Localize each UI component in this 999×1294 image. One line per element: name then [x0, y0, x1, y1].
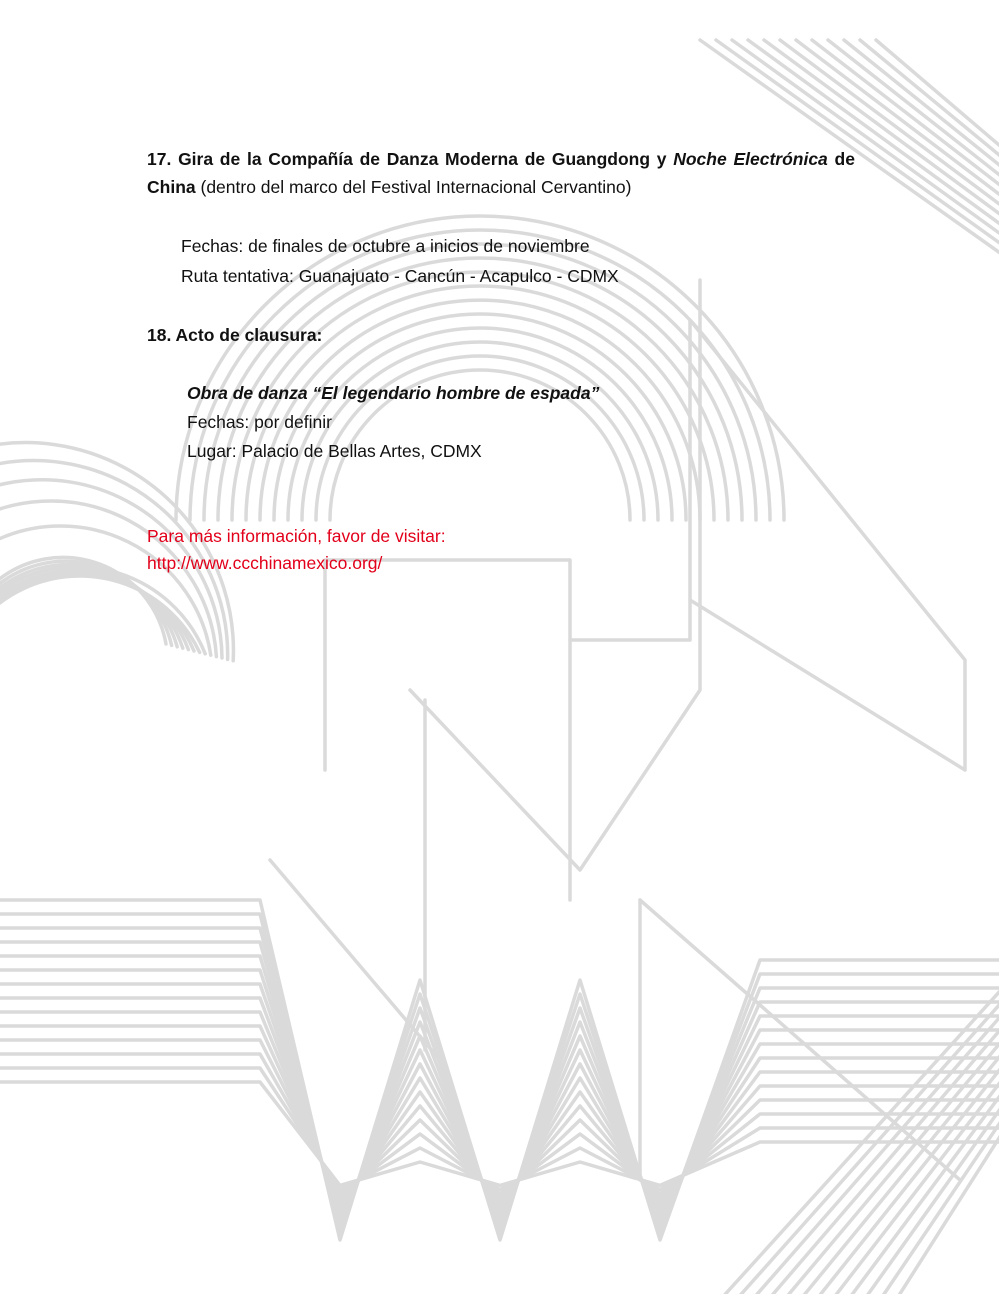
section-17-title-part1: Gira de la Compañía de Danza Moderna de Guangdong y — [178, 149, 667, 169]
info-link[interactable]: http://www.ccchinamexico.org/ — [147, 553, 383, 573]
section-17-route: Ruta tentativa: Guanajuato - Cancún - Acapulco - CDMX — [181, 266, 619, 286]
section-18-work: Obra de danza “El legendario hombre de espada” — [187, 383, 600, 403]
section-17-note: (dentro del marco del Festival Internacional Cervantino) — [200, 177, 632, 197]
section-17-dates: Fechas: de finales de octubre a inicios de noviembre — [181, 236, 590, 256]
section-18-place: Lugar: Palacio de Bellas Artes, CDMX — [187, 441, 482, 461]
section-17-title-italic: Noche Electrónica — [673, 149, 828, 169]
section-17-number: 17. — [147, 149, 172, 169]
section-17-title-part2: de China — [147, 149, 855, 197]
section-18-dates: Fechas: por definir — [187, 412, 332, 432]
section-18-heading: 18. Acto de clausura: — [147, 325, 323, 345]
info-text: Para más información, favor de visitar: — [147, 526, 446, 546]
section-17-title — [147, 145, 855, 201]
